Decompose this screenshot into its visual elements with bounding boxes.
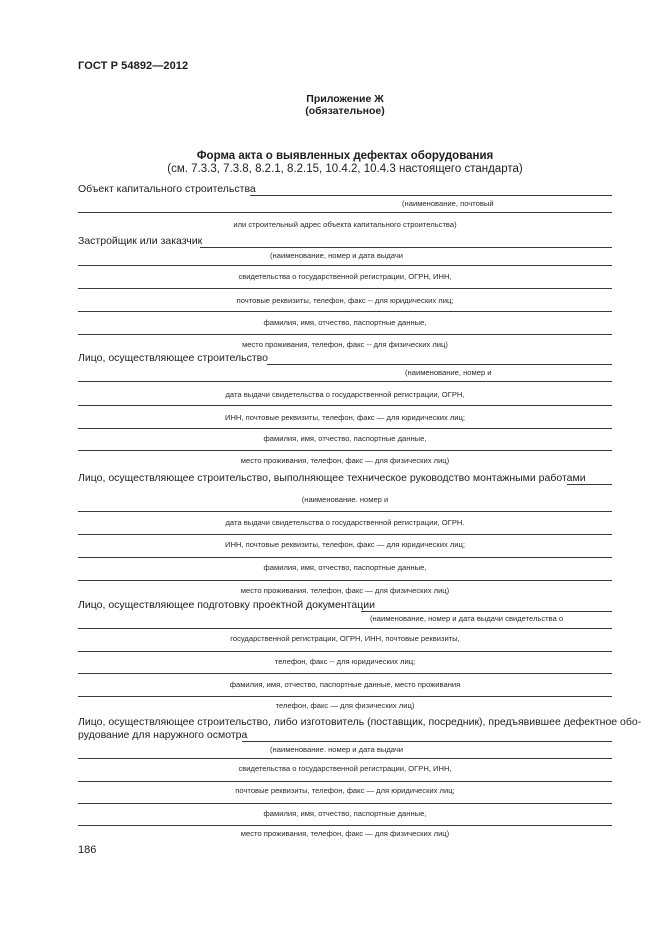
builder-hint: (наименование, номер и — [405, 368, 492, 377]
presenter-hint: почтовые реквизиты, телефон, факс — для юридических лиц; — [235, 786, 455, 795]
supervisor-hint: (наименование. номер и — [301, 495, 389, 504]
designer-hint: телефон, факс -- для юридических лиц; — [274, 657, 416, 666]
presenter-input-line[interactable] — [78, 825, 612, 826]
designer-hint: (наименование, номер и дата выдачи свидетельства о — [370, 614, 564, 623]
developer-input-line[interactable] — [78, 288, 612, 289]
developer-hint: свидетельства о государственной регистрации, ОГРН, ИНН, — [238, 272, 452, 281]
presenter-hint: место проживания, телефон, факс — для физических лиц) — [240, 829, 450, 838]
designer-input-line[interactable] — [78, 673, 612, 674]
object-hint: или строительный адрес объекта капитального строительства) — [233, 220, 457, 229]
builder-label: Лицо, осуществляющее строительство — [78, 352, 268, 364]
object-input-line[interactable] — [78, 212, 612, 213]
appendix-note: (обязательное) — [305, 105, 385, 117]
presenter-input-line[interactable] — [78, 803, 612, 804]
designer-input-line[interactable] — [78, 628, 612, 629]
object-input-line[interactable] — [250, 195, 612, 196]
designer-hint: фамилия, имя, отчество, паспортные данные, место проживания — [229, 680, 461, 689]
form-references: (см. 7.3.3, 7.3.8, 8.2.1, 8.2.15, 10.4.2, 10.4.3 настоящего стандарта) — [167, 163, 523, 175]
presenter-hint: (наименование. номер и дата выдачи — [270, 745, 404, 754]
presenter-label: Лицо, осуществляющее строительство, либо изготовитель (поставщик, посредник), предъявившее дефектное обо- — [78, 716, 642, 728]
developer-hint: место проживания, телефон, факс -- для физических лиц) — [242, 340, 448, 349]
builder-input-line[interactable] — [267, 364, 612, 365]
appendix-title: Приложение Ж — [306, 93, 384, 105]
supervisor-hint: ИНН, почтовые реквизиты, телефон, факс — для юридических лиц; — [224, 540, 466, 549]
builder-input-line[interactable] — [78, 381, 612, 382]
presenter-hint: свидетельства о государственной регистрации, ОГРН, ИНН, — [238, 764, 452, 773]
supervisor-label: Лицо, осуществляющее строительство, выполняющее техническое руководство монтажными работами — [78, 472, 586, 484]
supervisor-input-line[interactable] — [78, 580, 612, 581]
developer-input-line[interactable] — [78, 311, 612, 312]
builder-input-line[interactable] — [78, 450, 612, 451]
standard-number: ГОСТ Р 54892—2012 — [78, 60, 189, 72]
builder-input-line[interactable] — [78, 428, 612, 429]
presenter-input-line[interactable] — [78, 758, 612, 759]
supervisor-input-line[interactable] — [567, 484, 612, 485]
developer-hint: (наименование, номер и дата выдачи — [270, 251, 404, 260]
designer-input-line[interactable] — [78, 696, 612, 697]
developer-input-line[interactable] — [78, 334, 612, 335]
designer-hint: телефон, факс — для физических лиц) — [275, 701, 415, 710]
supervisor-hint: фамилия, имя, отчество, паспортные данные, — [263, 563, 427, 572]
developer-hint: почтовые реквизиты, телефон, факс -- для юридических лиц; — [236, 296, 454, 305]
developer-input-line[interactable] — [78, 265, 612, 266]
designer-input-line[interactable] — [361, 611, 612, 612]
page-number: 186 — [78, 844, 97, 856]
designer-hint: государственной регистрации, ОГРН, ИНН, почтовые реквизиты, — [230, 634, 460, 643]
presenter-hint: фамилия, имя, отчество, паспортные данные, — [263, 809, 427, 818]
designer-input-line[interactable] — [78, 651, 612, 652]
presenter-label: рудование для наружного осмотра — [78, 729, 248, 741]
developer-hint: фамилия, имя, отчество, паспортные данные, — [263, 318, 427, 327]
supervisor-input-line[interactable] — [78, 534, 612, 535]
builder-hint: место проживания, телефон, факс — для физических лиц) — [240, 456, 450, 465]
object-hint: (наименование, почтовый — [402, 199, 494, 208]
developer-label: Застройщик или заказчик — [78, 235, 203, 247]
supervisor-input-line[interactable] — [78, 557, 612, 558]
presenter-input-line[interactable] — [78, 781, 612, 782]
supervisor-hint: дата выдачи свидетельства о государственной регистрации, ОГРН. — [225, 518, 465, 527]
builder-hint: фамилия, имя, отчество, паспортные данные, — [263, 434, 427, 443]
form-title: Форма акта о выявленных дефектах оборудования — [196, 150, 494, 162]
designer-label: Лицо, осуществляющее подготовку проектной документации — [78, 599, 375, 611]
builder-input-line[interactable] — [78, 405, 612, 406]
builder-hint: ИНН, почтовые реквизиты, телефон, факс — для юридических лиц; — [224, 413, 466, 422]
object-label: Объект капитального строительства — [78, 183, 256, 195]
supervisor-input-line[interactable] — [78, 511, 612, 512]
supervisor-hint: место проживания. телефон, факс — для физических лиц) — [240, 586, 450, 595]
builder-hint: дата выдачи свидетельства о государственной регистрации, ОГРН, — [225, 390, 465, 399]
developer-input-line[interactable] — [200, 247, 612, 248]
presenter-input-line[interactable] — [242, 741, 612, 742]
